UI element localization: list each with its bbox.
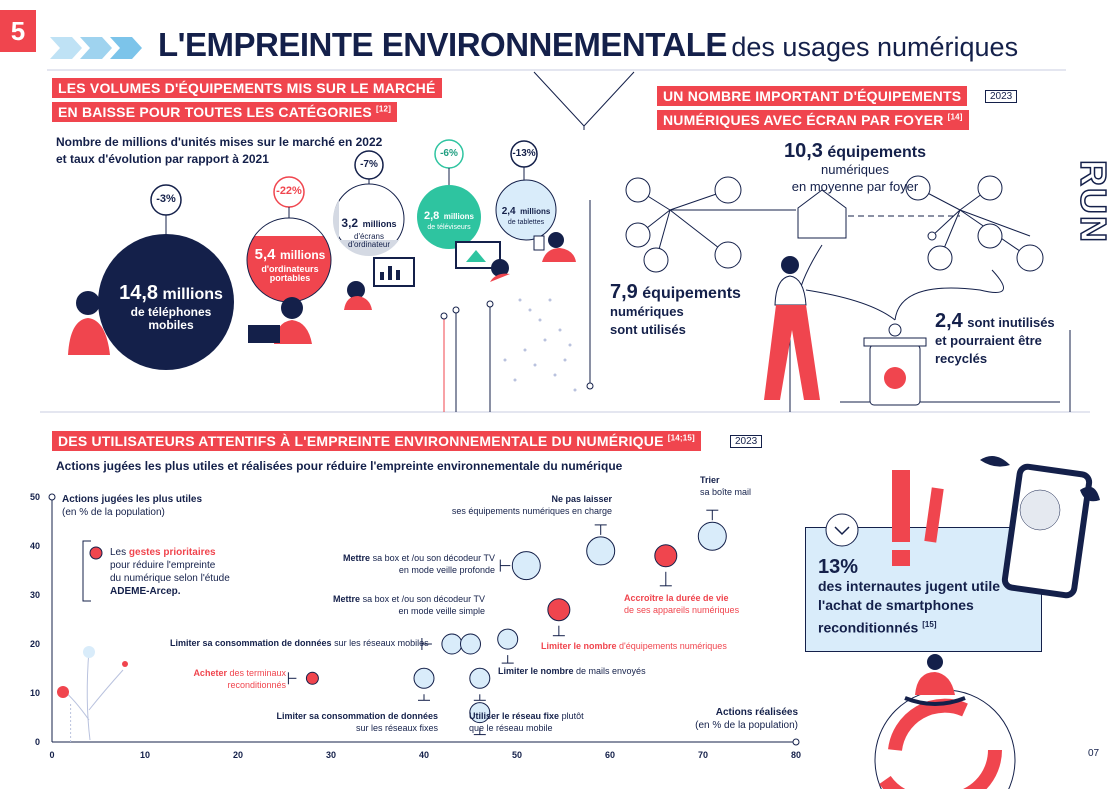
y-tick-label: 50 [29,492,40,502]
household-unused-value: 2,4 [935,310,963,332]
data-point [442,634,462,654]
device-tv-icon [715,242,741,268]
point-label-mobile-data [170,638,428,648]
x-tick-label: 10 [139,750,151,760]
equipment-banner-line2-text: EN BAISSE POUR TOUTES LES CATÉGORIES [58,104,372,120]
badge-laptops-text: -22% [276,185,302,197]
point-label-lifespan [624,592,739,616]
recycle-bin-icon [864,338,926,405]
chart-ylabel: Actions jugées les plus utiles [62,494,203,505]
household-unused [935,312,1055,368]
household-used [610,283,741,339]
point-label-fixed-data [262,710,438,734]
household-unused-label3: recyclés [935,351,988,366]
bubble-tablets-label [496,201,556,226]
point-label-refurbished-rest: des terminaux reconditionnés [227,668,286,690]
legend-line2: pour réduire l'empreinte [110,560,216,571]
household-total-line1 [775,140,935,162]
point-label-deep-sleep [343,552,495,576]
users-banner [52,431,701,451]
badge-tvs-text: -6% [440,148,458,159]
users-year: 2023 [730,435,762,448]
equipment-subtitle-line2: et taux d'évolution par rapport à 2021 [56,152,269,166]
tablets-value: 2,4 [501,206,516,217]
tvs-value: 2,8 [424,210,440,222]
monitors-unit: millions [362,219,397,229]
tablets-label: de tablettes [507,218,545,226]
badge-monitors-text: -7% [360,159,378,170]
device-smartphone-icon [978,224,1002,248]
point-label-device-count-rest: d'équipements numériques [619,641,727,651]
point-label-fixed-network [469,710,589,734]
page-number: 5 [10,16,26,46]
y-tick-label: 20 [29,639,40,649]
y-tick-label: 30 [29,590,40,600]
legend-bold: gestes prioritaires [128,547,216,558]
point-label-mails-rest: de mails envoyés [576,666,646,676]
device-ereader-icon [644,248,668,272]
household-unused-label2: et pourraient être [935,333,1042,348]
bubble-monitors-label [334,214,404,250]
point-label-trier [700,474,751,498]
users-subtitle: Actions jugées les plus utiles et réalisées pour réduire l'empreinte environnementale du numérique [56,459,623,473]
point-label-mails-bold: Limiter le nombre [498,666,574,676]
data-point [414,668,434,688]
point-label-lifespan-bold: Accroître la durée de vie [624,593,729,603]
point-label-simple-sleep [333,593,485,617]
page-title-bold: L'EMPREINTE ENVIRONNEMENTALE [158,26,727,63]
household-banner-line1: UN NOMBRE IMPORTANT D'ÉQUIPEMENTS [657,86,967,106]
point-label-device-count [541,641,727,651]
tvs-label: de téléviseurs [427,223,471,231]
x-axis-end [793,739,799,745]
data-point [587,537,615,565]
legend-line3: du numérique selon l'étude [110,573,230,584]
monitor-illustration [344,258,414,310]
point-label-charge [400,493,612,517]
household-used-value: 7,9 [610,281,638,303]
equipment-banner-line1: LES VOLUMES D'ÉQUIPEMENTS MIS SUR LE MARCHÉ [52,78,442,98]
point-label-lifespan-rest: de ses appareils numériques [624,605,740,615]
y-tick-label: 10 [29,688,40,698]
data-point [698,522,726,550]
priority-point [548,599,570,621]
device-watch-icon [626,178,650,202]
phones-label: de téléphones mobiles [130,305,212,333]
point-label-deep-sleep-bold: Mettre [343,553,371,563]
users-banner-text: DES UTILISATEURS ATTENTIFS À L'EMPREINTE ENVIRONNEMENTALE DU NUMÉRIQUE [58,433,664,449]
phones-value: 14,8 [119,282,159,304]
legend-priority-dot [88,545,104,561]
callout-value: 13% [818,556,859,578]
users-ref: [14;15] [667,433,695,443]
tablets-unit: millions [520,207,551,216]
point-label-refurbished-bold: Acheter [193,668,227,678]
plant-illustration [55,640,135,745]
legend-line4: ADEME-Arcep. [110,586,181,597]
x-tick-label: 80 [790,750,802,760]
data-point [512,552,540,580]
point-label-device-count-bold: Limiter le nombre [541,641,617,651]
household-ref: [14] [947,112,963,122]
side-tag: RUN [1073,160,1114,244]
monitors-value: 3,2 [341,216,359,230]
household-used-line1 [610,283,741,303]
y-tick-label: 0 [34,737,40,747]
household-unused-line1 [935,312,1055,332]
priority-point [655,545,677,567]
device-desktop-icon [1017,245,1043,271]
tablet-illustration [534,232,576,262]
y-tick-label: 40 [29,541,40,551]
point-label-charge-rest: ses équipements numériques en charge [451,506,612,516]
callout-line3-wrap [818,615,1000,638]
data-point [461,634,481,654]
point-label-fixed-data-bold: Limiter sa consommation de données [276,711,438,721]
laptops-value: 5,4 [254,246,276,263]
device-tablet-icon [978,176,1002,200]
bubble-tvs-label [417,206,481,231]
chart-ylabel-unit: (en % de la population) [62,507,165,518]
point-label-refurbished [176,667,286,691]
data-point [498,629,518,649]
badge-tablets-text: -13% [512,148,536,159]
callout-ref: [15] [922,620,937,629]
priority-point [306,672,318,684]
point-label-mobile-data-rest: sur les réseaux mobiles [334,638,429,648]
bubble-laptops-label [245,246,335,284]
point-label-fixed-network-bold: Utiliser le réseau fixe [469,711,560,721]
chart-xlabel-unit: (en % de la population) [695,720,798,731]
badge-phones-text: -3% [156,193,176,205]
point-label-charge-bold: Ne pas laisser [551,494,612,504]
monitors-label: d'écrans d'ordinateur [348,231,390,250]
tvs-unit: millions [443,212,474,221]
x-tick-label: 60 [604,750,616,760]
data-point [470,668,490,688]
laptops-label: d'ordinateurs portables [261,263,319,284]
legend-pre: Les [110,547,127,558]
footer-page: 07 [1088,748,1100,759]
callout-line1: des internautes jugent utile [818,578,1001,594]
chart-xlabel: Actions réalisées [715,707,798,718]
page-title-rest: des usages numériques [731,32,1019,62]
device-phone-icon [715,177,741,203]
point-label-mails [498,666,646,676]
x-tick-label: 0 [49,750,55,760]
legend-line1 [110,546,230,559]
person-household-illustration [764,256,820,400]
callout-text [818,558,1000,638]
point-label-trier-rest: sa boîte mail [700,487,752,497]
household-year: 2023 [985,90,1017,103]
device-laptop-icon [928,246,952,270]
chevron-down-icon [822,510,862,550]
household-unused-label1: sont inutilisés [967,315,1055,330]
household-total [775,140,935,195]
household-banner-line2-text: NUMÉRIQUES AVEC ÉCRAN PAR FOYER [663,112,944,128]
x-tick-label: 50 [511,750,523,760]
household-total-label2: numériques [821,162,889,177]
x-tick-label: 20 [232,750,244,760]
bubble-phones-label [106,282,236,332]
legend-text [110,546,230,598]
y-axis-end [49,494,55,500]
point-label-deep-sleep-rest: sa box et /ou son décodeur TV en mode veille profonde [372,553,495,575]
point-label-fixed-data-rest: sur les réseaux fixes [355,723,438,733]
household-banner-line2 [657,110,969,130]
x-tick-label: 70 [697,750,709,760]
household-used-label3: sont utilisés [610,322,686,337]
recycle-illustration [855,650,1025,789]
callout-line2: l'achat de smartphones [818,597,974,613]
household-used-label2: numériques [610,304,684,319]
household-used-label1: équipements [642,285,741,302]
x-tick-label: 40 [418,750,430,760]
person-laptop-illustration [248,297,312,344]
point-label-simple-sleep-rest: sa box et /ou son décodeur TV en mode veille simple [362,594,485,616]
household-total-label3: en moyenne par foyer [791,179,919,194]
point-label-simple-sleep-bold: Mettre [333,594,361,604]
equipment-subtitle-line1: Nombre de millions d'unités mises sur le marché en 2022 [56,135,383,149]
x-tick-label: 30 [325,750,337,760]
device-small-icon [928,232,936,240]
equipment-ref: [12] [376,104,392,114]
household-total-label1: équipements [827,144,927,161]
point-label-trier-bold: Trier [700,475,720,485]
household-total-value: 10,3 [783,140,823,162]
device-camera-icon [626,223,650,247]
tv-illustration [456,242,510,282]
laptops-unit: millions [279,248,326,262]
house-icon [798,190,846,238]
point-label-mobile-data-bold: Limiter sa consommation de données [170,638,332,648]
point-label-fixed-network-rest: plutôt que le réseau mobile [469,711,584,733]
phones-unit: millions [162,286,223,303]
callout-line3: reconditionnés [818,619,919,636]
